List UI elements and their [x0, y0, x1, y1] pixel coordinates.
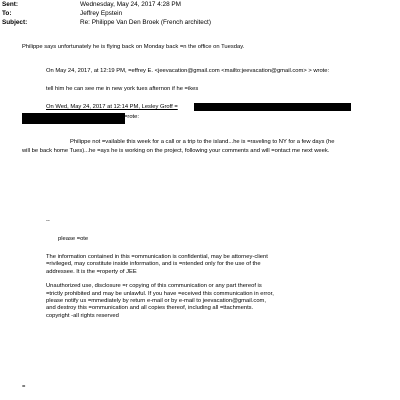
- footer-mark: =: [22, 384, 26, 390]
- to-label: To:: [2, 10, 12, 17]
- quote-1-header: On May 24, 2017, at 12:19 PM, =effrey E. <jeevacation@gmail.com <mailto:jeevacation@gmail.com> > wrote:: [46, 68, 330, 74]
- quote-2-line-1: Philippe not =vailable this week for a call or a trip to the island...he is =raveling to NY for a few days (he: [70, 139, 335, 145]
- redaction-bar: [194, 103, 351, 111]
- to-row: [2, 10, 122, 18]
- quote-2-wrote: =rote:: [124, 114, 139, 120]
- subject-value: Re: Philippe Van Den Broek (French architect): [80, 19, 211, 26]
- subject-label: Subject:: [2, 19, 28, 26]
- disclaimer-paragraph-2: Unauthorized use, disclosure =r copying of this communication or any part thereof is =trictly prohibited and may be unlawful. If you have =eceived this communication in error, please notify us =mmediately by return e-mail or by e-mail to jeevacation@gmail.com, and destroy this =ommunication and all copies thereof, including all =ttachments. copyright -all rights reserved: [46, 283, 274, 319]
- legal-disclaimer: [46, 254, 276, 327]
- subject-row: [2, 19, 211, 27]
- signature-dashes: --: [46, 218, 50, 224]
- quote-2-header: On Wed, May 24, 2017 at 12:14 PM, Lesley Groff =: [46, 104, 178, 110]
- sent-value: Wednesday, May 24, 2017 4:28 PM: [80, 1, 182, 8]
- disclaimer-paragraph-1: The information contained in this =ommunication is confidential, may be attorney-client =rivileged, may constitute inside information, and is =ntended only for the use of the addressee. It is the =roperty of JEE: [46, 254, 268, 275]
- to-value: Jeffrey Epstein: [80, 10, 123, 17]
- redaction-bar: [22, 113, 125, 124]
- sent-label: Sent:: [2, 1, 18, 8]
- quote-1-text: tell him he can see me in new york tues afternon if he =ikes: [46, 86, 199, 92]
- body-line-1: Philippe says unfortunately he is flying back on Monday back =n the office on Tuesday.: [22, 44, 245, 50]
- please-note: please =ote: [58, 236, 89, 242]
- sent-row: [2, 1, 181, 9]
- quote-2-line-2: will be back home Tues)...he =ays he is working on the project, following your comments and will =ontact me next week.: [22, 148, 330, 154]
